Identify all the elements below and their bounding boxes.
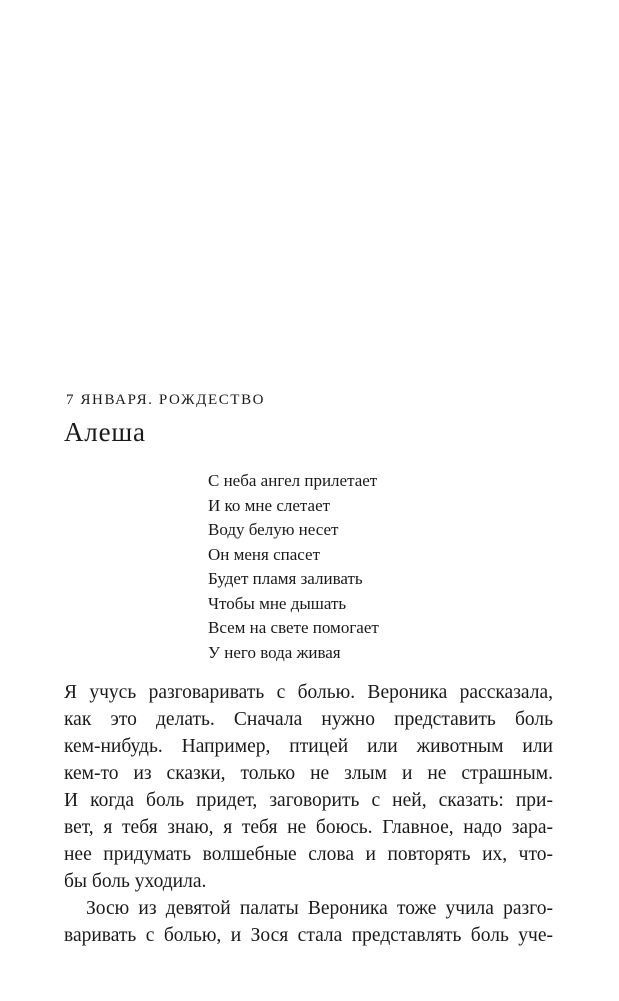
paragraph-line: Зосю из девятой палаты Вероника тоже учила разго- [86,898,553,919]
poem [208,469,379,665]
poem-line: Всем на свете помогает [208,618,379,637]
body-text [64,679,553,949]
paragraph-line: И когда боль придет, заговорить с ней, сказать: при- [64,790,553,811]
paragraph-line: нее придумать волшебные слова и повторять их, что- [64,844,553,865]
paragraph-line: вет, я тебя знаю, я тебя не боюсь. Главное, надо зара- [64,817,553,838]
paragraph-line: как это делать. Сначала нужно представить боль [64,709,553,730]
paragraph-line: бы боль уходила. [64,871,207,892]
poem-line: Чтобы мне дышать [208,593,347,613]
date-heading: 7 ЯНВАРЯ. РОЖДЕСТВО [66,392,266,408]
paragraph-line: кем-нибудь. Например, птицей или животным или [64,736,553,757]
paragraph-line: варивать с болью, и Зося стала представлять боль уче- [64,925,553,946]
poem-line: Будет пламя заливать [208,569,363,588]
paragraph-line: кем-то из сказки, только не злым и не страшным. [64,763,553,784]
poem-line: Он меня спасет [208,544,321,564]
poem-line: С неба ангел прилетает [208,471,378,490]
poem-line: У него вода живая [208,642,341,662]
paragraph-line: Я учусь разговаривать с болью. Вероника рассказала, [64,682,553,703]
poem-line: Воду белую несет [208,520,339,539]
poem-line: И ко мне слетает [208,495,331,515]
chapter-title: Алеша [64,417,146,447]
